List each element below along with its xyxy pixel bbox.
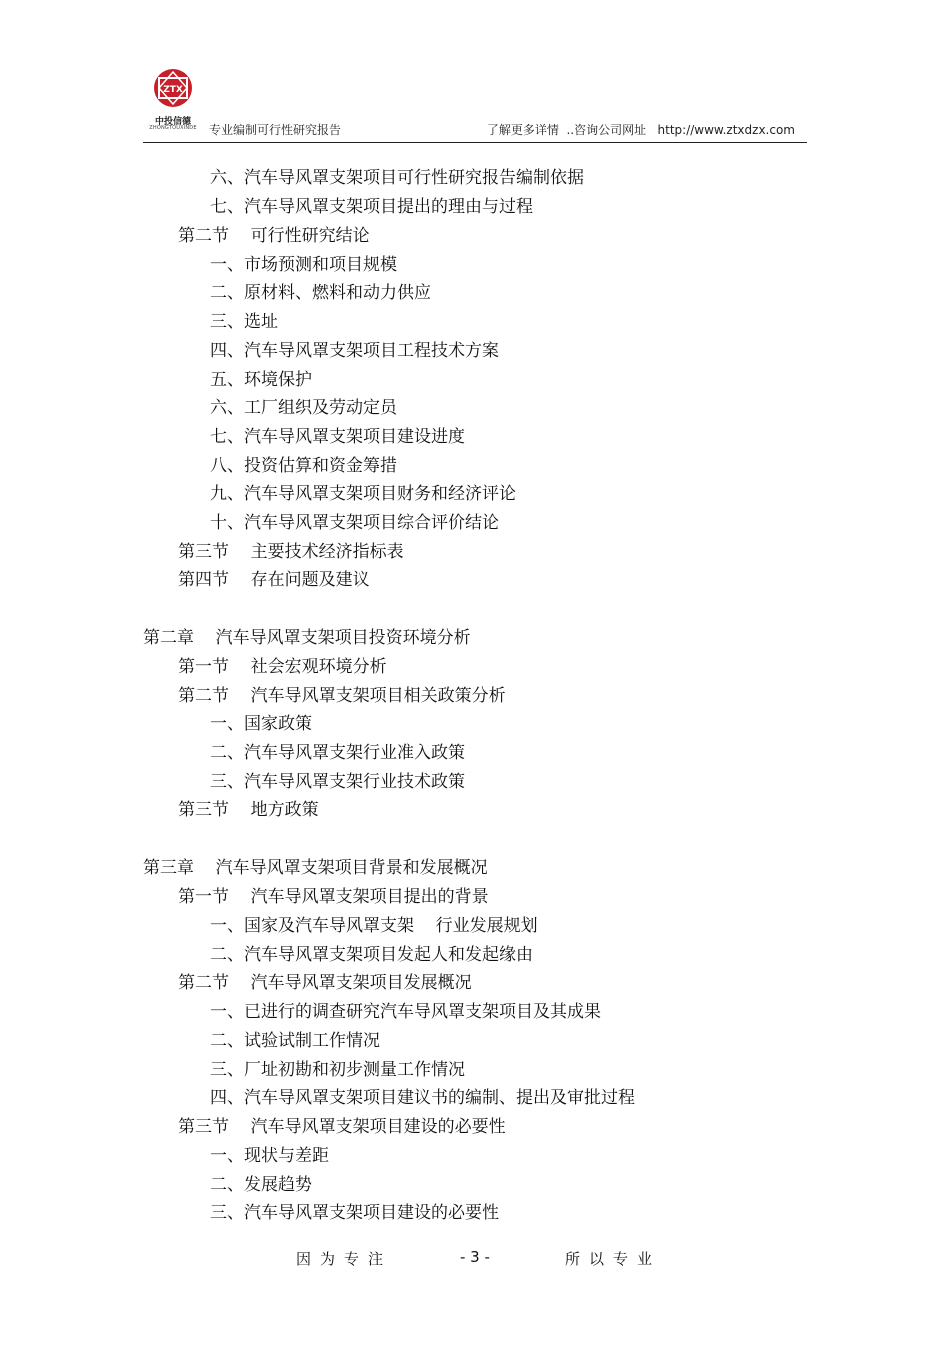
logo-text: 中投信德	[154, 117, 191, 127]
toc-section: 第三节 地方政策	[178, 800, 319, 820]
toc-item: 七、汽车导风罩支架项目建设进度	[210, 427, 465, 447]
toc-item: 九、汽车导风罩支架项目财务和经济评论	[210, 484, 516, 504]
toc-chapter: 第二章 汽车导风罩支架项目投资环境分析	[143, 628, 471, 648]
toc-item: 二、汽车导风罩支架项目发起人和发起缘由	[210, 945, 533, 965]
toc-item: 十、汽车导风罩支架项目综合评价结论	[210, 513, 499, 533]
toc-chapter: 第三章 汽车导风罩支架项目背景和发展概况	[143, 858, 488, 878]
page-header	[143, 66, 807, 143]
toc-item: 四、汽车导风罩支架项目工程技术方案	[210, 341, 499, 361]
header-right-text: 了解更多详情 ..咨询公司网址 http://www.ztxdzx.com	[486, 123, 795, 137]
company-logo	[143, 66, 203, 136]
logo-subtext: ZHONGTOUXINDE	[149, 125, 197, 131]
toc-item: 二、汽车导风罩支架行业准入政策	[210, 743, 465, 763]
toc-item: 三、汽车导风罩支架项目建设的必要性	[210, 1203, 499, 1223]
toc-item: 八、投资估算和资金筹措	[210, 456, 397, 476]
page-number: - 3 -	[460, 1248, 490, 1266]
toc-item: 二、原材料、燃料和动力供应	[210, 283, 431, 303]
header-left-text: 专业编制可行性研究报告	[209, 123, 342, 137]
toc-section: 第一节 汽车导风罩支架项目提出的背景	[178, 887, 489, 907]
toc-item: 一、现状与差距	[210, 1146, 329, 1166]
footer-left-slogan: 因为专注	[296, 1250, 393, 1268]
toc-section: 第二节 汽车导风罩支架项目发展概况	[178, 973, 472, 993]
toc-section: 第三节 主要技术经济指标表	[178, 542, 404, 562]
toc-item: 一、国家及汽车导风罩支架 行业发展规划	[210, 916, 538, 936]
toc-item: 一、市场预测和项目规模	[210, 255, 397, 275]
page-footer	[0, 1248, 950, 1270]
toc-item: 五、环境保护	[210, 370, 312, 390]
toc-section: 第二节 可行性研究结论	[178, 226, 370, 246]
toc-item: 六、汽车导风罩支架项目可行性研究报告编制依据	[210, 168, 584, 188]
logo-mark-text: ZTX	[163, 85, 183, 95]
toc-item: 一、已进行的调查研究汽车导风罩支架项目及其成果	[210, 1002, 601, 1022]
footer-right-slogan: 所以专业	[565, 1250, 662, 1268]
toc-item: 四、汽车导风罩支架项目建议书的编制、提出及审批过程	[210, 1088, 635, 1108]
toc-section: 第三节 汽车导风罩支架项目建设的必要性	[178, 1117, 506, 1137]
toc-item: 六、工厂组织及劳动定员	[210, 398, 397, 418]
toc-section: 第一节 社会宏观环境分析	[178, 657, 387, 677]
toc-item: 七、汽车导风罩支架项目提出的理由与过程	[210, 197, 533, 217]
toc-item: 二、试验试制工作情况	[210, 1031, 380, 1051]
toc-item: 三、选址	[210, 312, 278, 332]
toc-section: 第二节 汽车导风罩支架项目相关政策分析	[178, 686, 506, 706]
toc-item: 三、汽车导风罩支架行业技术政策	[210, 772, 465, 792]
toc-section: 第四节 存在问题及建议	[178, 570, 370, 590]
logo-emblem-icon	[143, 66, 203, 116]
toc-item: 三、厂址初勘和初步测量工作情况	[210, 1060, 465, 1080]
toc-item: 一、国家政策	[210, 714, 312, 734]
toc-item: 二、发展趋势	[210, 1175, 312, 1195]
